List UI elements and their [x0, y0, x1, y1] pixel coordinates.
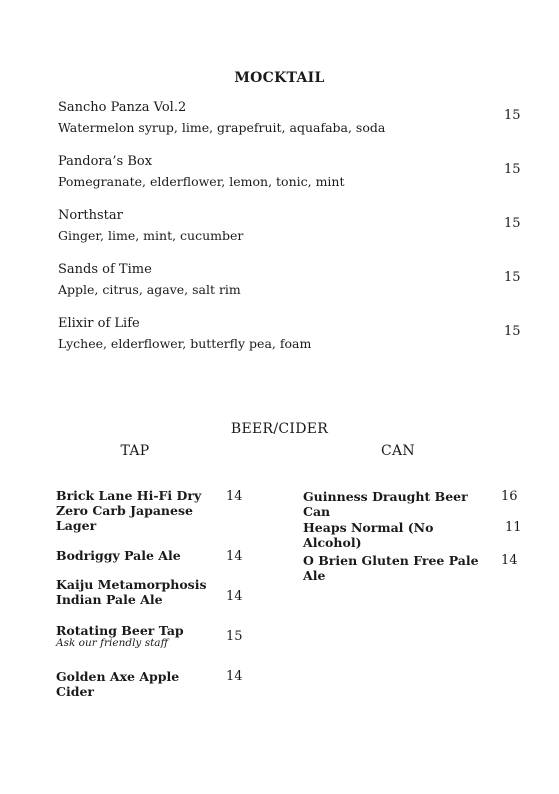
tap-heading: TAP: [120, 443, 150, 459]
tap-item-price: 14: [226, 489, 243, 504]
mocktail-item-price: 15: [504, 324, 521, 339]
can-item-price: 11: [505, 520, 522, 535]
mocktail-item-price: 15: [504, 162, 521, 177]
mocktail-item-name: Northstar: [58, 208, 123, 223]
mocktail-item-price: 15: [504, 108, 521, 123]
tap-item-price: 14: [226, 669, 243, 684]
tap-item-note: Ask our friendly staff: [56, 637, 169, 649]
can-item-name: Heaps Normal (No Alcohol): [303, 520, 434, 550]
tap-item-name: Brick Lane Hi-Fi Dry Zero Carb Japanese Lager: [56, 488, 202, 533]
can-heading: CAN: [381, 443, 415, 459]
mocktail-item-name: Pandora’s Box: [58, 154, 153, 169]
can-item-name: Guinness Draught Beer Can: [303, 489, 468, 519]
mocktail-item-desc: Lychee, elderflower, butterfly pea, foam: [58, 336, 312, 351]
mocktail-item-desc: Watermelon syrup, lime, grapefruit, aquafaba, soda: [58, 120, 386, 135]
mocktail-heading: MOCKTAIL: [234, 70, 325, 86]
mocktail-item-desc: Ginger, lime, mint, cucumber: [58, 228, 244, 243]
tap-item-name: Bodriggy Pale Ale: [56, 548, 181, 563]
beer-cider-heading: BEER/CIDER: [230, 421, 329, 437]
can-item-name: O Brien Gluten Free Pale Ale: [303, 553, 479, 583]
tap-item-price: 15: [226, 629, 243, 644]
mocktail-item-desc: Pomegranate, elderflower, lemon, tonic, mint: [58, 174, 345, 189]
tap-item-name: Rotating Beer Tap: [56, 623, 184, 638]
mocktail-item-name: Sands of Time: [58, 262, 152, 277]
can-item-price: 14: [501, 553, 518, 568]
can-item-price: 16: [501, 489, 518, 504]
tap-item-price: 14: [226, 589, 243, 604]
tap-item-price: 14: [226, 549, 243, 564]
mocktail-item-name: Elixir of Life: [58, 316, 140, 331]
mocktail-item-price: 15: [504, 216, 521, 231]
mocktail-item-name: Sancho Panza Vol.2: [58, 100, 187, 115]
mocktail-item-desc: Apple, citrus, agave, salt rim: [58, 282, 241, 297]
tap-item-name: Kaiju Metamorphosis Indian Pale Ale: [56, 577, 207, 607]
mocktail-item-price: 15: [504, 270, 521, 285]
tap-item-name: Golden Axe Apple Cider: [56, 669, 180, 699]
